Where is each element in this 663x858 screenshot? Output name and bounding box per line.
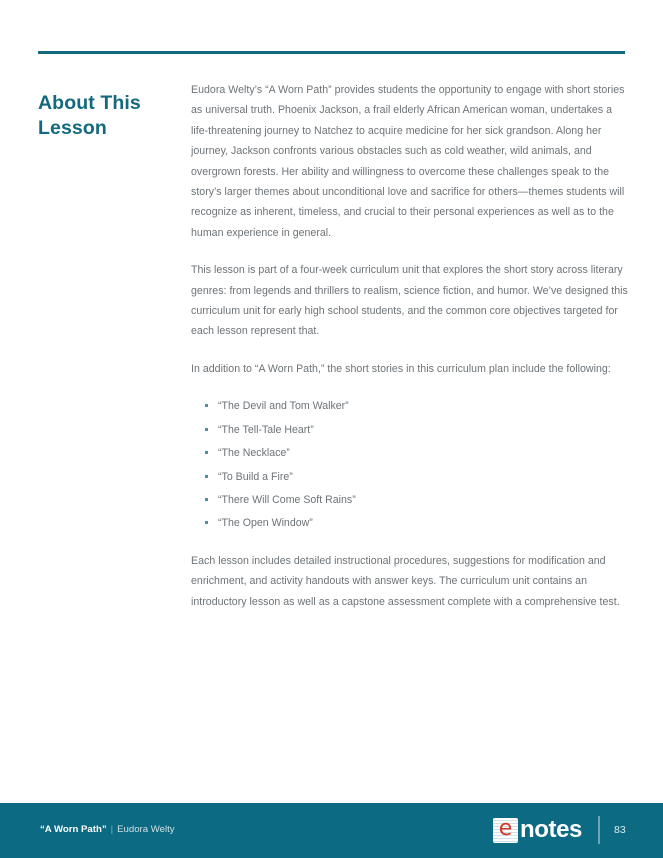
footer-brand-area [493, 815, 630, 845]
enotes-logo-letter: e [498, 816, 513, 841]
bullet-icon [205, 404, 208, 407]
footer-separator: | [110, 824, 114, 835]
list-item-label: “The Tell-Tale Heart” [218, 423, 314, 436]
story-title-list [191, 396, 628, 533]
enotes-logo-word: notes [519, 816, 582, 843]
paragraph-2: This lesson is part of a four-week curriculum unit that explores the short story across literary genres: from legends and thrillers to realism, science fiction, and humor. We’ve designed this curriculum unit for early high school students, and the common core objectives targeted for each lesson represent that. [191, 264, 628, 338]
list-item [218, 396, 628, 416]
enotes-logo [493, 818, 582, 843]
paragraph-1: Eudora Welty’s “A Worn Path” provides students the opportunity to engage with short stories as universal truth. Phoenix Jackson, a frail elderly African American woman, undertakes a life-threatening journey to Natchez to acquire medicine for her sick grandson. Along her journey, Jackson confronts various obstacles such as cold weather, wild animals, and overgrown forests. Her ability and willingness to overcome these challenges speak to the story’s larger themes about unconditional love and sacrifice for others—themes students will recognize as inherent, timeless, and crucial to their personal experiences as well as to the human experience in general. [191, 84, 625, 239]
paragraph-3-list-intro: In addition to “A Worn Path,” the short stories in this curriculum plan include the following: [191, 362, 611, 375]
list-item [218, 513, 628, 533]
bullet-icon [205, 498, 208, 501]
footer-vertical-divider [598, 816, 600, 844]
list-item [218, 467, 628, 487]
bullet-icon [205, 451, 208, 454]
bullet-icon [205, 428, 208, 431]
page-number: 83 [614, 824, 626, 836]
header-divider-rule [38, 51, 625, 54]
list-item [218, 420, 628, 440]
footer-work-title: “A Worn Path” [40, 824, 107, 835]
body-column [191, 80, 628, 629]
page-footer [0, 803, 663, 858]
enotes-notebook-icon [493, 818, 518, 843]
list-item [218, 443, 628, 463]
footer-author: Eudora Welty [117, 824, 175, 835]
page-title: About This Lesson [38, 92, 141, 140]
list-item [218, 490, 628, 510]
bullet-icon [205, 475, 208, 478]
list-item-label: “To Build a Fire” [218, 470, 293, 483]
bullet-icon [205, 521, 208, 524]
list-item-label: “The Necklace” [218, 447, 290, 460]
paragraph-4: Each lesson includes detailed instructional procedures, suggestions for modification and enrichment, and activity handouts with answer keys. The curriculum unit contains an introductory lesson as well as a capstone assessment complete with a comprehensive test. [191, 554, 620, 608]
footer-attribution [40, 824, 175, 835]
list-item-label: “The Open Window” [218, 517, 313, 530]
list-item-label: “There Will Come Soft Rains” [218, 493, 356, 506]
list-item-label: “The Devil and Tom Walker” [218, 400, 349, 413]
